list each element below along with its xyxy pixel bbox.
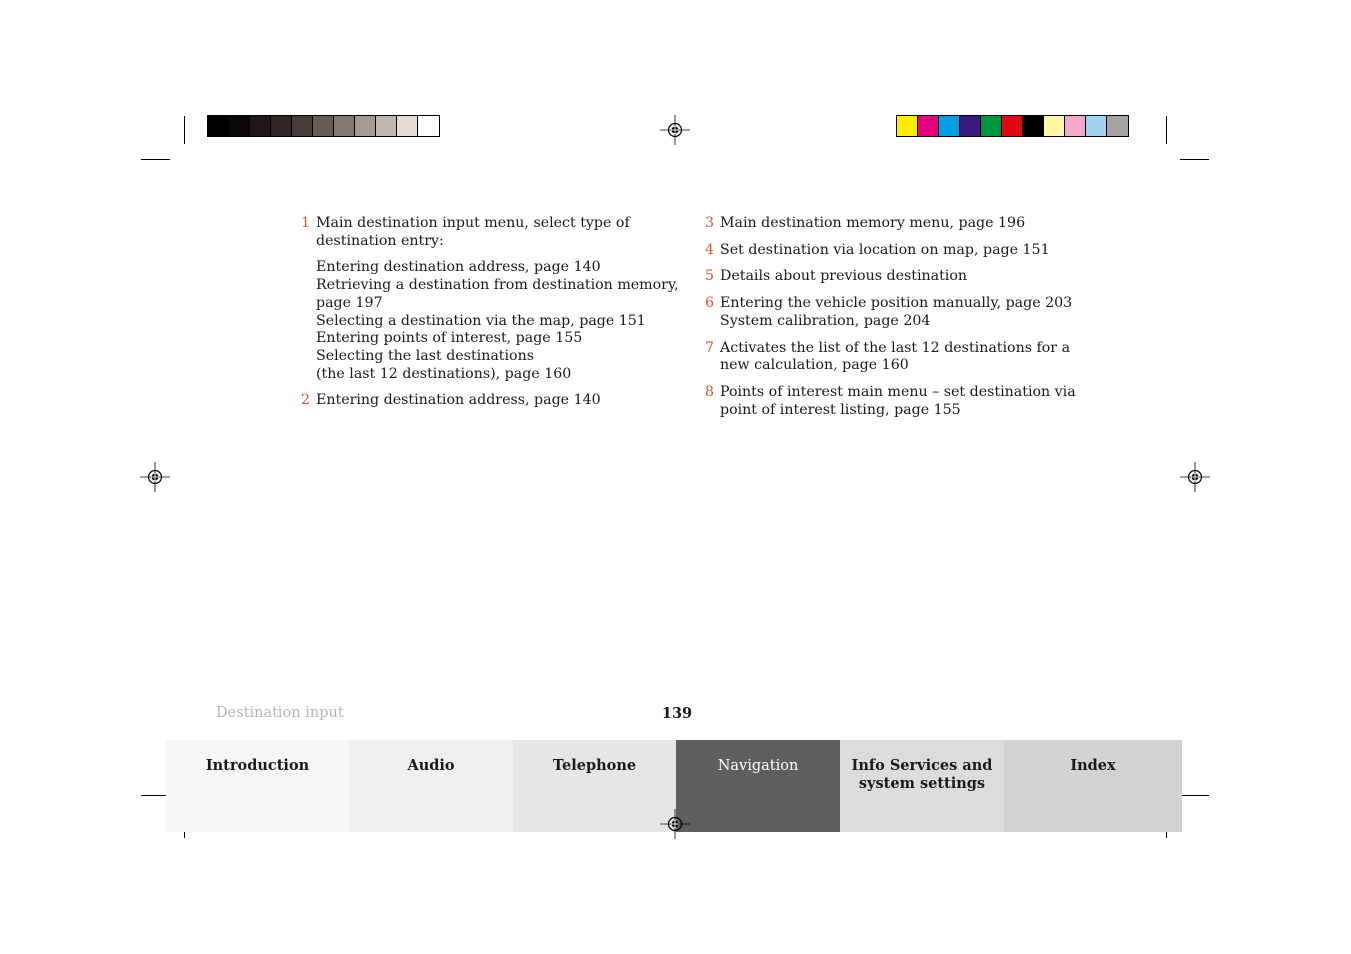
list-item — [296, 392, 666, 410]
item-number: 4 — [704, 241, 714, 258]
tab-audio[interactable] — [349, 740, 513, 832]
color-swatch — [1002, 116, 1023, 136]
item-sub-line: Retrieving a destination from destination memory, — [316, 277, 679, 294]
item-sub-line: Selecting a destination via the map, page 151 — [316, 312, 646, 329]
registration-mark-icon — [140, 462, 170, 492]
list-item — [700, 268, 1080, 286]
item-number: 7 — [704, 339, 714, 356]
item-text-line: new calculation, page 160 — [720, 357, 909, 374]
left-column-list — [296, 215, 679, 419]
tab-info-services[interactable] — [840, 740, 1004, 832]
color-swatch — [334, 116, 355, 136]
item-text-line: Main destination memory menu, page 196 — [720, 215, 1026, 231]
color-swatch — [355, 116, 376, 136]
crop-mark-top-right-vertical — [1166, 116, 1167, 144]
tab-label: Telephone — [552, 757, 637, 774]
grayscale-color-bar — [207, 115, 440, 137]
color-swatch — [918, 116, 939, 136]
color-swatch — [1086, 116, 1107, 136]
color-swatch — [250, 116, 271, 136]
color-swatch — [397, 116, 418, 136]
item-number: 5 — [704, 268, 714, 285]
item-text-line: Points of interest main menu – set destination via — [720, 383, 1076, 400]
crop-mark-bottom-right-horizontal — [1180, 795, 1209, 796]
item-number: 6 — [704, 295, 714, 312]
right-column-list — [700, 215, 1080, 428]
color-swatch — [1065, 116, 1086, 136]
color-swatch — [292, 116, 313, 136]
tab-label: system settings — [858, 775, 986, 792]
registration-mark-icon — [660, 115, 690, 145]
tab-navigation[interactable] — [676, 740, 840, 832]
item-text-line: Entering the vehicle position manually, page 203 — [720, 295, 1073, 312]
process-color-bar — [896, 115, 1129, 137]
item-sub-line: Entering points of interest, page 155 — [316, 330, 583, 347]
list-item — [700, 215, 1080, 233]
color-swatch — [229, 116, 250, 136]
item-text-line: System calibration, page 204 — [720, 312, 931, 329]
list-item — [296, 215, 679, 383]
section-label: Destination input — [216, 705, 344, 721]
item-text-line: Main destination input menu, select type of — [316, 215, 630, 231]
registration-mark-icon — [660, 809, 690, 839]
list-item — [700, 340, 1080, 375]
list-item — [700, 295, 1080, 330]
item-number: 2 — [300, 392, 310, 409]
color-swatch — [418, 116, 439, 136]
item-text-line: Details about previous destination — [720, 268, 968, 285]
color-swatch — [897, 116, 918, 136]
registration-mark-icon — [1180, 462, 1210, 492]
color-swatch — [271, 116, 292, 136]
tab-label: Introduction — [205, 757, 310, 774]
color-swatch — [313, 116, 334, 136]
list-item — [700, 242, 1080, 260]
item-text-line: destination entry: — [316, 232, 444, 249]
color-swatch — [1044, 116, 1065, 136]
item-sub-line: Selecting the last destinations — [316, 347, 534, 364]
tab-label: Audio — [407, 757, 455, 774]
item-text-line: Activates the list of the last 12 destinations for a — [720, 339, 1071, 356]
crop-mark-top-right-horizontal — [1180, 159, 1209, 160]
item-number: 1 — [300, 215, 310, 231]
item-text-line: Entering destination address, page 140 — [316, 392, 601, 409]
color-swatch — [376, 116, 397, 136]
item-sub-list — [316, 259, 679, 383]
tab-telephone[interactable] — [513, 740, 676, 832]
tab-label: Info Services and — [851, 757, 993, 774]
color-swatch — [960, 116, 981, 136]
item-text-line: Set destination via location on map, page 151 — [720, 241, 1050, 258]
page-number: 139 — [661, 705, 693, 722]
item-number: 3 — [704, 215, 714, 231]
item-text-line: point of interest listing, page 155 — [720, 401, 961, 418]
color-swatch — [1023, 116, 1044, 136]
tab-index[interactable] — [1004, 740, 1182, 832]
item-sub-line: page 197 — [316, 294, 383, 311]
color-swatch — [208, 116, 229, 136]
crop-mark-top-left-horizontal — [141, 159, 170, 160]
item-sub-line: (the last 12 destinations), page 160 — [316, 365, 572, 382]
tab-introduction[interactable] — [166, 740, 349, 832]
list-item — [700, 384, 1080, 419]
crop-mark-top-left-vertical — [184, 116, 185, 144]
item-number: 8 — [704, 383, 714, 400]
tab-label: Navigation — [717, 758, 799, 774]
item-sub-line: Entering destination address, page 140 — [316, 259, 601, 276]
color-swatch — [1107, 116, 1128, 136]
color-swatch — [981, 116, 1002, 136]
tab-label: Index — [1070, 757, 1116, 774]
color-swatch — [939, 116, 960, 136]
